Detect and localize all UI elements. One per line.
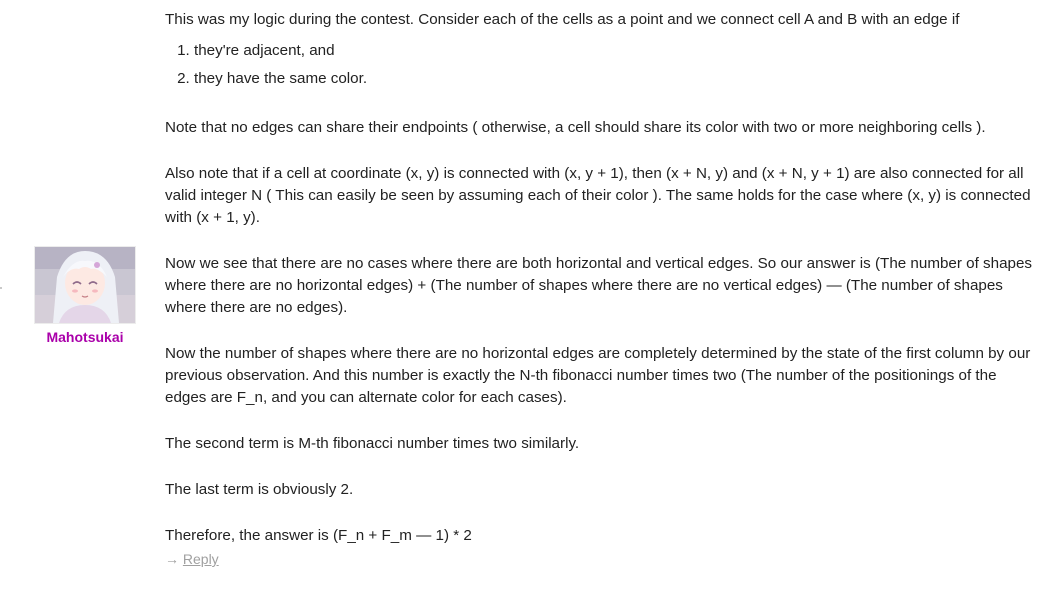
avatar[interactable] [34,246,136,324]
anime-avatar-icon [35,247,135,323]
conditions-list [165,37,1035,93]
author-username[interactable]: Mahotsukai [46,329,124,345]
comment-actions [165,550,1035,568]
comment-paragraph: Also note that if a cell at coordinate (x, y) is connected with (x, y + 1), then (x + N, y) and (x + N, y + 1) are also connected for all valid integer N ( This can easily be seen by assuming each of their color ). The same holds for the case where (x, y) is connected with (x + 1, y). [165,165,1031,226]
comment-paragraph: Note that no edges can share their endpoints ( otherwise, a cell should share its color with two or more neighboring cells ). [165,119,986,136]
comment-intro: This was my logic during the contest. Consider each of the cells as a point and we connect cell A and B with an edge if [165,11,960,28]
comment-paragraph: Now we see that there are no cases where there are both horizontal and vertical edges. So our answer is (The number of shapes where there are no horizontal edges) + (The number of shapes where there are no vertical edges) — (The number of shapes where there are no edges). [165,255,1033,316]
comment-paragraph: The second term is M-th fibonacci number times two similarly. [165,435,580,452]
list-item: 1. they're adjacent, and [194,37,1035,65]
comment-body [165,9,1035,568]
comment-paragraph: Therefore, the answer is (F_n + F_m — 1) * 2 [165,527,472,544]
thread-indicator-dot [0,287,2,289]
comment-author [34,246,136,347]
arrow-right-icon: → [165,551,179,567]
comment-paragraph: Now the number of shapes where there are no horizontal edges are completely determined by the state of the first column by our previous observation. And this number is exactly the N-th fibonacci number times two (The number of the positionings of the edges are F_n, and you can alternate color for each cases). [165,345,1031,406]
list-item: 2. they have the same color. [194,65,1035,93]
comment-paragraph: The last term is obviously 2. [165,481,354,498]
reply-link[interactable]: Reply [182,551,219,567]
